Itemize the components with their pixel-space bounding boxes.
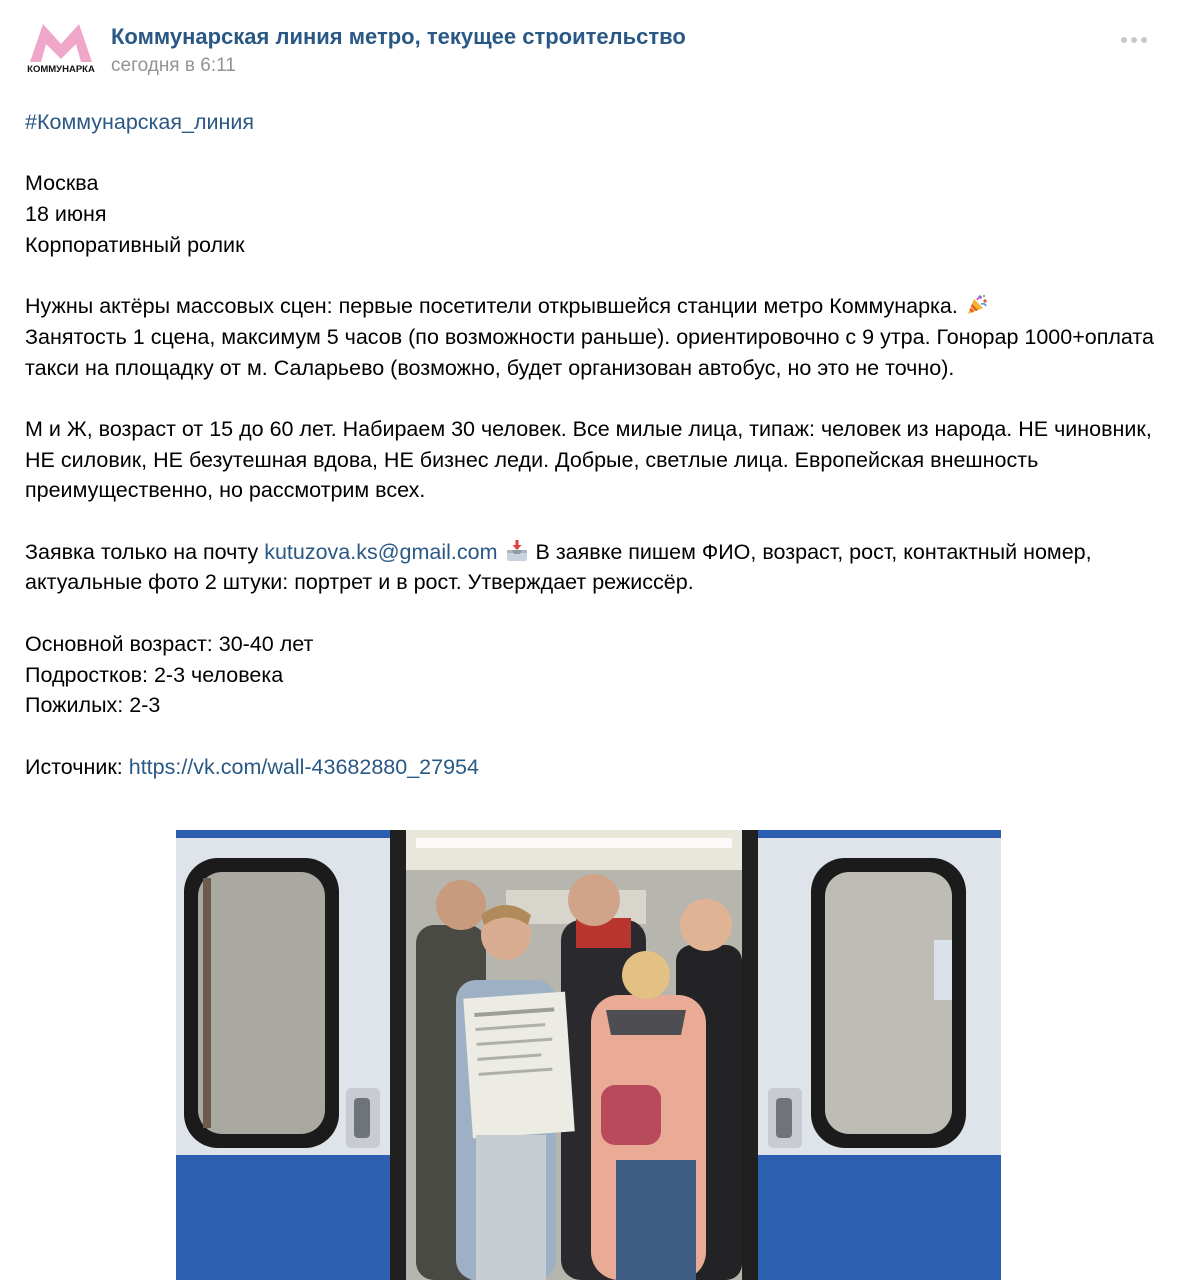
party-popper-icon (965, 293, 989, 317)
age-elderly: Пожилых: 2-3 (25, 693, 161, 718)
passengers (416, 874, 742, 1280)
metro-logo-icon (30, 24, 92, 62)
source-label: Источник: (25, 754, 123, 779)
left-door-edge (390, 830, 406, 1280)
hashtag-link[interactable]: #Коммунарская_линия (25, 110, 255, 134)
intro-project: Корпоративный ролик (25, 232, 245, 257)
email-link[interactable]: kutuzova.ks@gmail.com (264, 539, 498, 564)
post-text (25, 107, 1160, 813)
para3-text: Заявка только на почту (25, 539, 259, 564)
age-teens: Подростков: 2-3 человека (25, 662, 284, 687)
para3-text-cont: В заявке пишем ФИО, возраст, рост, контактный номер, актуальные фото 2 штуки: портрет и в рост. Утверждает режиссёр. (25, 539, 1092, 595)
intro-city: Москва (25, 171, 99, 196)
intro-date: 18 июня (25, 202, 107, 227)
right-window-glass (825, 872, 952, 1134)
para1-text: Нужны актёры массовых сцен: первые посетители открывшейся станции метро Коммунарка. (25, 294, 958, 319)
avatar-caption: КОММУНАРКА (27, 64, 95, 75)
community-avatar[interactable] (26, 18, 96, 76)
para2-text: М и Ж, возраст от 15 до 60 лет. Набираем 30 человек. Все милые лица, типаж: человек из народа. НЕ чиновник, НЕ силовик, НЕ безутешная вдова, НЕ бизнес леди. Добрые, светлые лица. Европейская внешность преимущественно, но рассмотрим всех. (25, 416, 1152, 503)
age-main: Основной возраст: 30-40 лет (25, 631, 314, 656)
source-link[interactable]: https://vk.com/wall-43682880_27954 (128, 754, 479, 779)
more-dots-icon[interactable] (1114, 28, 1154, 52)
post-author-link[interactable]: Коммунарская линия метро, текущее строительство (111, 24, 686, 49)
inbox-tray-icon (505, 539, 529, 563)
left-window-glass (198, 872, 325, 1134)
post-photo[interactable] (176, 830, 1001, 1280)
right-door-edge (742, 830, 758, 1280)
post-date[interactable]: сегодня в 6:11 (111, 55, 236, 76)
para1-text-cont: Занятость 1 сцена, максимум 5 часов (по возможности раньше). ориентировочно с 9 утра. Гонорар 1000+оплата такси на площадку от м. Саларьево (возможно, будет организован автобус, но это не точно). (25, 324, 1154, 380)
